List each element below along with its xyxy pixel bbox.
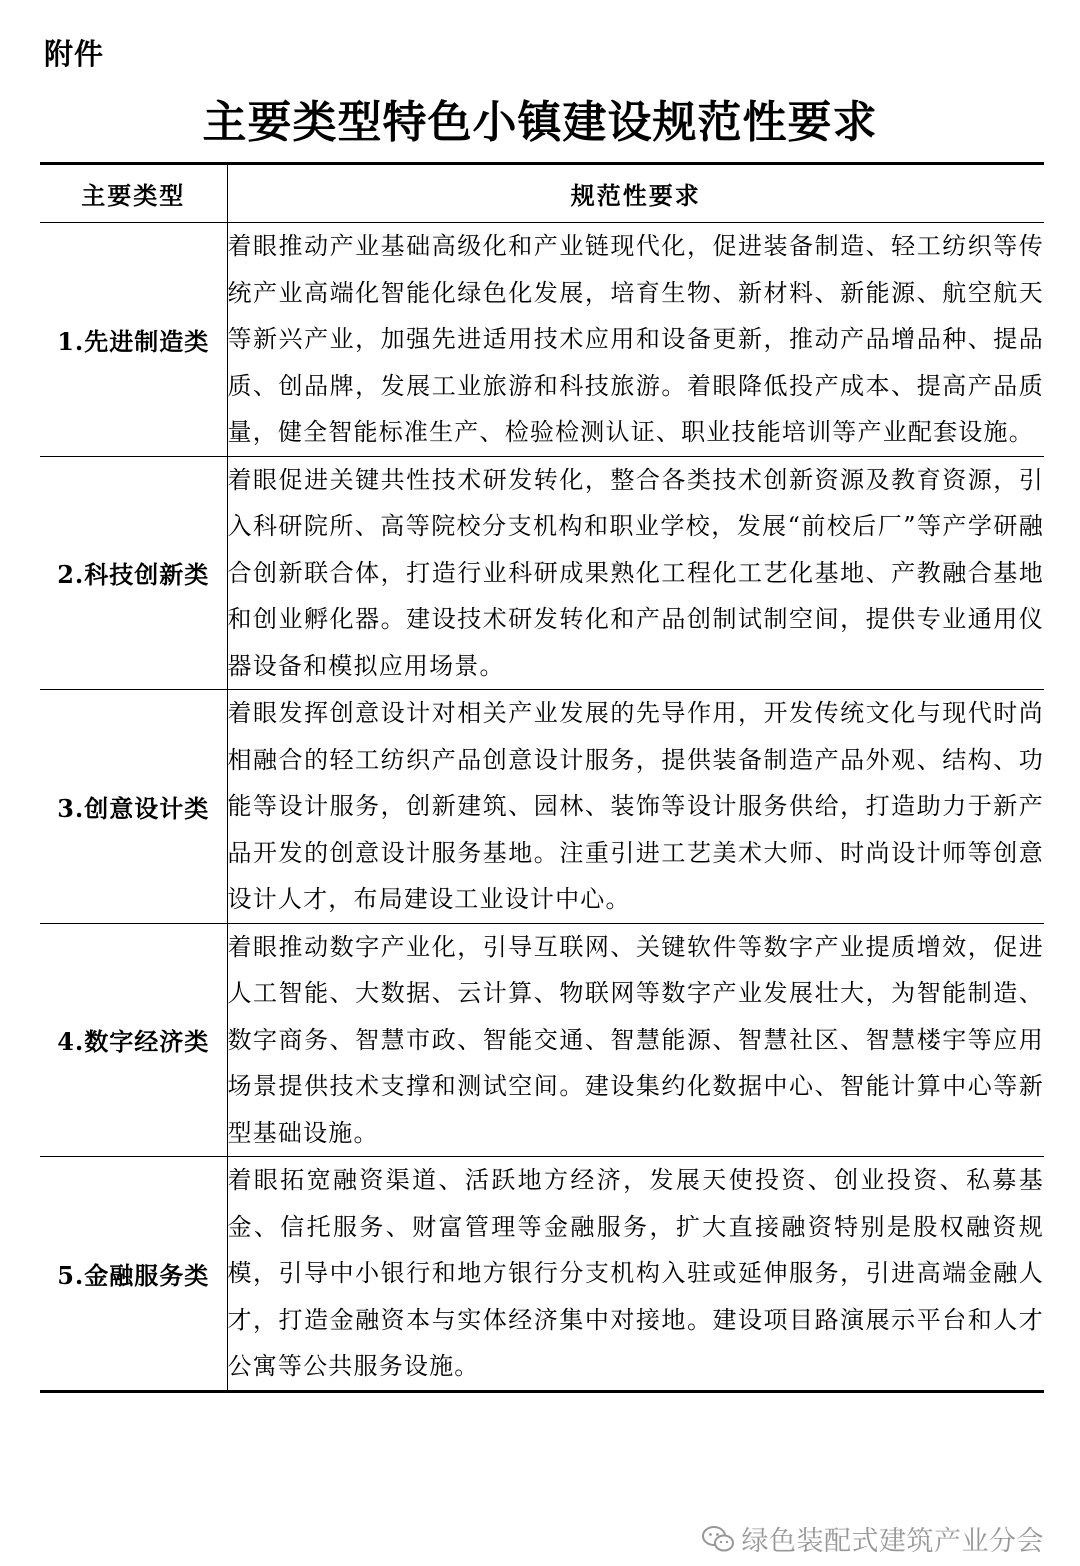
row-requirement: 着眼发挥创意设计对相关产业发展的先导作用，开发传统文化与现代时尚相融合的轻工纺织产品创意设计服务，提供装备制造产品外观、结构、功能等设计服务，创新建筑、园林、装饰等设计服务供给，打造助力于新产品开发的创意设计服务基地。注重引进工艺美术大师、时尚设计师等创意设计人才，布局建设工业设计中心。	[227, 690, 1044, 924]
row-requirement: 着眼推动数字产业化，引导互联网、关键软件等数字产业提质增效，促进人工智能、大数据、云计算、物联网等数字产业发展壮大，为智能制造、数字商务、智慧市政、智能交通、智慧能源、智慧社区、智慧楼宇等应用场景提供技术支撑和测试空间。建设集约化数据中心、智能计算中心等新型基础设施。	[227, 923, 1044, 1157]
row-type: 1.先进制造类	[40, 223, 227, 457]
column-header-requirement: 规范性要求	[227, 164, 1044, 223]
attachment-label: 附件	[44, 37, 105, 71]
row-type: 3.创意设计类	[40, 690, 227, 924]
document-title: 主要类型特色小镇建设规范性要求	[202, 97, 878, 148]
watermark-text: 绿色装配式建筑产业分会	[741, 1526, 1044, 1557]
table-header-row	[40, 164, 1044, 223]
watermark	[702, 1519, 1045, 1558]
table-row	[40, 223, 1044, 457]
wechat-icon	[702, 1525, 734, 1553]
row-requirement: 着眼促进关键共性技术研发转化，整合各类技术创新资源及教育资源，引入科研院所、高等院校分支机构和职业学校，发展“前校后厂”等产学研融合创新联合体，打造行业科研成果熟化工程化工艺化基地、产教融合基地和创业孵化器。建设技术研发转化和产品创制试制空间，提供专业通用仪器设备和模拟应用场景。	[227, 456, 1044, 690]
column-header-type: 主要类型	[40, 164, 227, 223]
table-row	[40, 690, 1044, 924]
table-row	[40, 456, 1044, 690]
row-type: 4.数字经济类	[40, 923, 227, 1157]
requirements-table	[40, 162, 1044, 1393]
row-type: 5.金融服务类	[40, 1157, 227, 1392]
row-requirement: 着眼推动产业基础高级化和产业链现代化，促进装备制造、轻工纺织等传统产业高端化智能化绿色化发展，培育生物、新材料、新能源、航空航天等新兴产业，加强先进适用技术应用和设备更新，推动产品增品种、提品质、创品牌，发展工业旅游和科技旅游。着眼降低投产成本、提高产品质量，健全智能标准生产、检验检测认证、职业技能培训等产业配套设施。	[227, 223, 1044, 457]
row-type: 2.科技创新类	[40, 456, 227, 690]
table-row	[40, 1157, 1044, 1392]
row-requirement: 着眼拓宽融资渠道、活跃地方经济，发展天使投资、创业投资、私募基金、信托服务、财富管理等金融服务，扩大直接融资特别是股权融资规模，引导中小银行和地方银行分支机构入驻或延伸服务，引进高端金融人才，打造金融资本与实体经济集中对接地。建设项目路演展示平台和人才公寓等公共服务设施。	[227, 1157, 1044, 1392]
table-row	[40, 923, 1044, 1157]
